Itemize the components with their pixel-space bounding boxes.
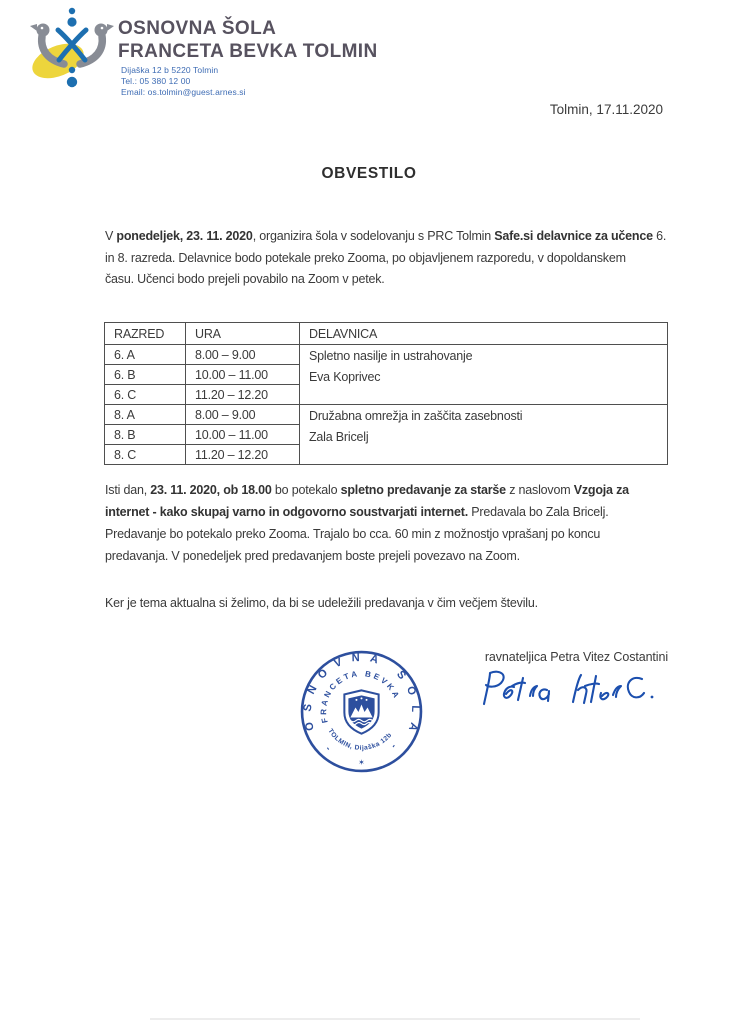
table-cell: 11.20 – 12.20	[186, 445, 300, 465]
table-header-row	[105, 323, 668, 345]
paragraph-closing: Ker je tema aktualna si želimo, da bi se udeležili predavanja v čim večjem številu.	[105, 596, 538, 610]
column-header: DELAVNICA	[300, 323, 668, 345]
workshop-cell: Družabna omrežja in zaščita zasebnosti Zala Bricelj	[300, 405, 668, 465]
school-stamp	[298, 648, 425, 775]
table-cell: 6. C	[105, 385, 186, 405]
signoff-principal: ravnateljica Petra Vitez Costantini	[484, 650, 668, 664]
stamp-inner-arc-text: FRANCETA BEVKA	[319, 669, 402, 724]
table-cell: 8. A	[105, 405, 186, 425]
page-title: OBVESTILO	[321, 165, 417, 182]
scan-artifact-line	[150, 1018, 640, 1020]
table-cell: 11.20 – 12.20	[186, 385, 300, 405]
stamp-star: ✶	[358, 757, 365, 767]
table-cell: 8. C	[105, 445, 186, 465]
table-cell: 8. B	[105, 425, 186, 445]
school-email: Email: os.tolmin@guest.arnes.si	[121, 87, 246, 97]
school-name-line2: FRANCETA BEVKA TOLMIN	[118, 41, 378, 62]
workshop-cell: Spletno nasilje in ustrahovanje Eva Koprivec	[300, 345, 668, 405]
table-cell: 10.00 – 11.00	[186, 425, 300, 445]
table-cell: 6. A	[105, 345, 186, 365]
column-header: URA	[186, 323, 300, 345]
table-cell: 6. B	[105, 365, 186, 385]
table-cell: 8.00 – 9.00	[186, 405, 300, 425]
stamp-bottom-arc-text: TOLMIN, Dijaška 12b	[326, 727, 394, 752]
handwritten-signature	[478, 666, 658, 714]
stamp-separator-left: -	[323, 744, 334, 753]
schedule-table	[104, 322, 668, 465]
paragraph-intro: V ponedeljek, 23. 11. 2020, organizira šola v sodelovanju s PRC Tolmin Safe.si delavnice za učence 6. in 8. razreda. Delavnice bodo potekale preko Zooma, po objavljenem razporedu, v dopoldanskem času. Učenci bodo prejeli povabilo na Zoom v petek.	[105, 229, 667, 286]
school-address: Dijaška 12 b 5220 Tolmin	[121, 65, 219, 75]
school-name	[118, 17, 378, 63]
school-logo	[28, 4, 116, 100]
table-cell: 8.00 – 9.00	[186, 345, 300, 365]
date-line: Tolmin, 17.11.2020	[549, 102, 663, 117]
stamp-separator-right: -	[388, 741, 399, 750]
school-phone: Tel.: 05 380 12 00	[121, 76, 191, 86]
paragraph-parents-lecture: Isti dan, 23. 11. 2020, ob 18.00 bo potekalo spletno predavanje za starše z naslovom Vzgoja za internet - kako skupaj varno in odgovorno soustvarjati internet. Predavala bo Zala Bricelj.	[105, 483, 629, 519]
stamp-shield-icon	[344, 690, 378, 733]
paragraph-zoom-details: Predavanje bo potekalo preko Zooma. Trajalo bo cca. 60 min z možnostjo vprašanj po koncu predavanja. V ponedeljek pred predavanjem boste prejeli povezavo na Zoom.	[105, 527, 601, 563]
stamp-ring-text: OSNOVNA ŠOLA	[301, 651, 422, 742]
table-row	[105, 405, 668, 425]
table-row	[105, 345, 668, 365]
school-name-line1: OSNOVNA ŠOLA	[118, 18, 277, 39]
table-cell: 10.00 – 11.00	[186, 365, 300, 385]
column-header: RAZRED	[105, 323, 186, 345]
school-contact-block	[121, 65, 246, 98]
